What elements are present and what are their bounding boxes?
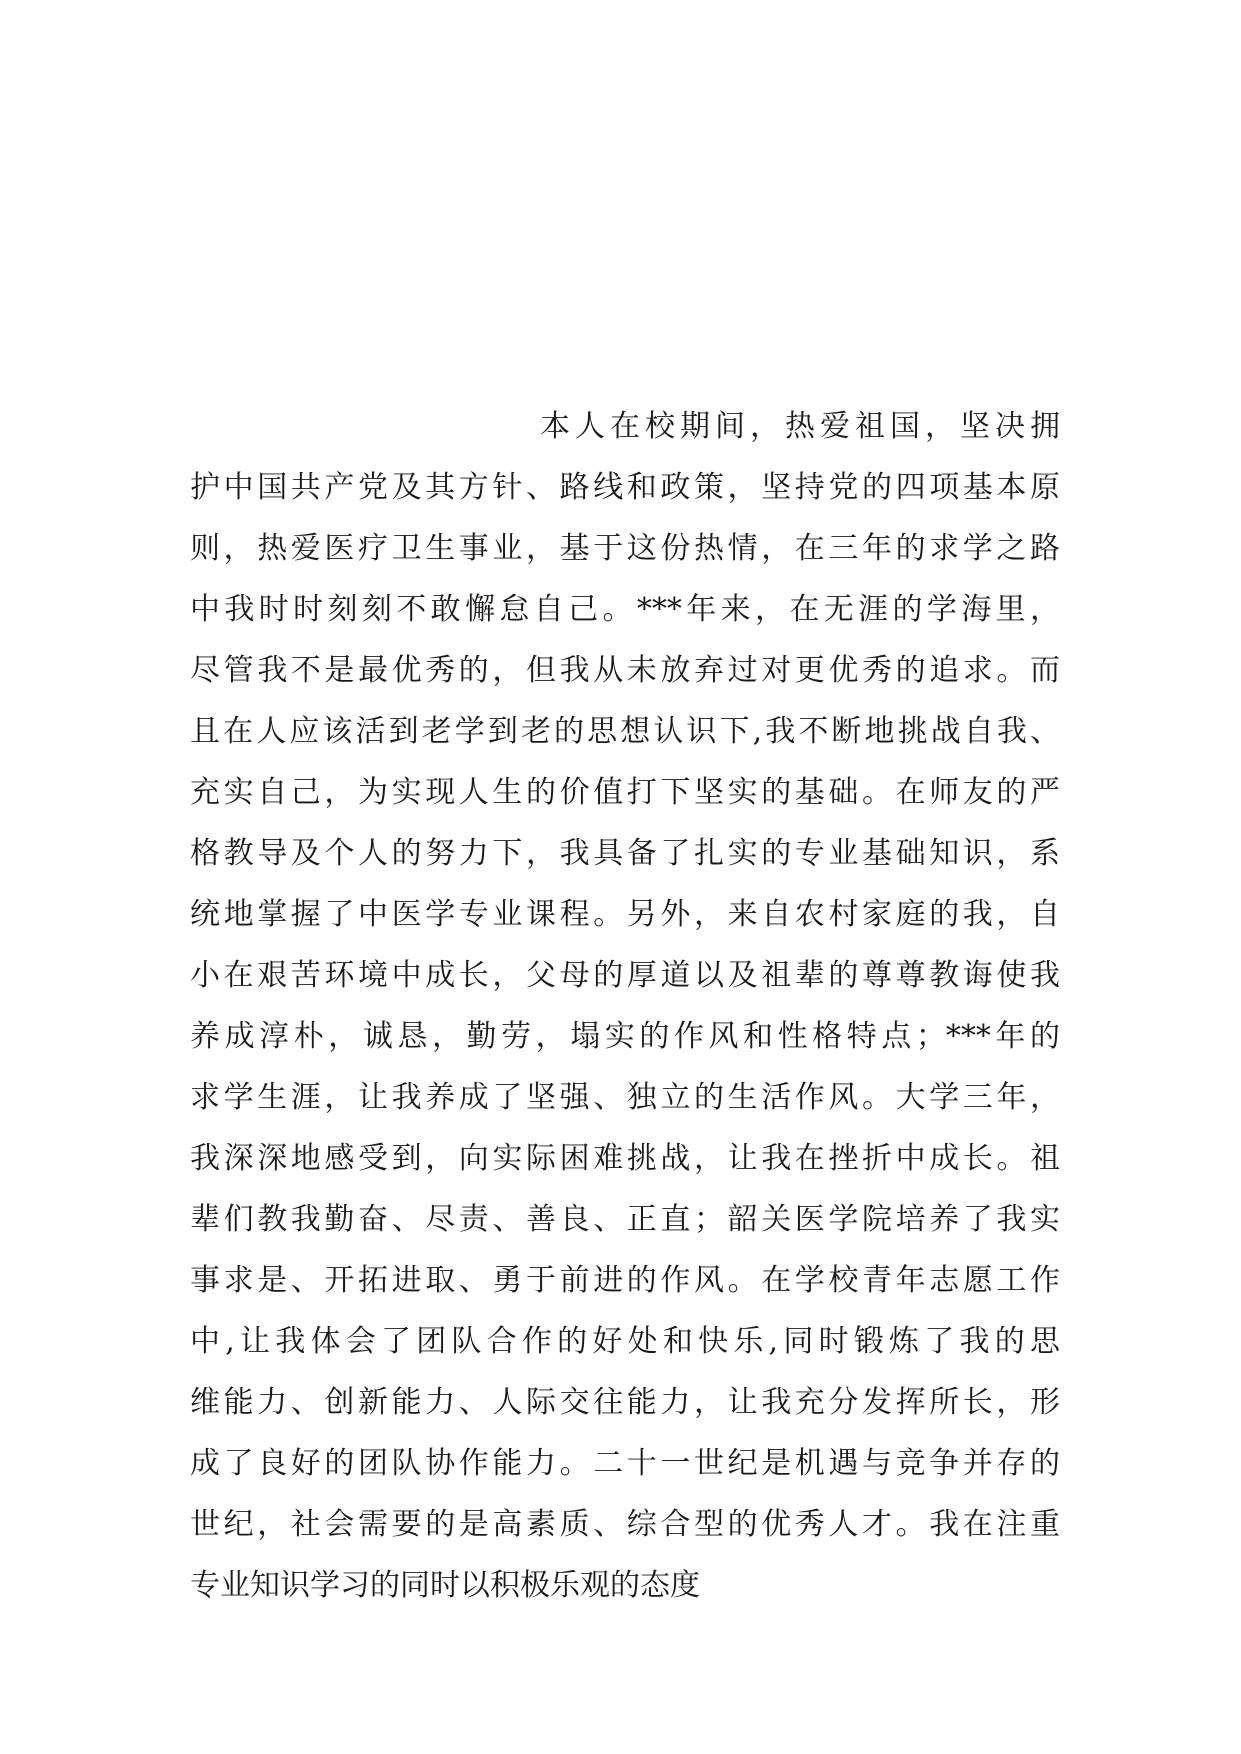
- paragraph-line: 中我时时刻刻不敢懈怠自己。***年来，在无涯的学海里，: [190, 592, 1060, 627]
- paragraph-line: 小在艰苦环境中成长，父母的厚道以及祖辈的尊尊教诲使我: [190, 958, 1060, 993]
- paragraph-line: 我深深地感受到，向实际困难挑战，让我在挫折中成长。祖: [190, 1141, 1060, 1176]
- paragraph-line: 格教导及个人的努力下，我具备了扎实的专业基础知识，系: [190, 836, 1060, 871]
- paragraph-line: 养成淳朴，诚恳，勤劳，塌实的作风和性格特点；***年的: [190, 1019, 1060, 1054]
- paragraph-line: 事求是、开拓进取、勇于前进的作风。在学校青年志愿工作: [190, 1263, 1060, 1298]
- paragraph-line: 中,让我体会了团队合作的好处和快乐,同时锻炼了我的思: [190, 1324, 1060, 1359]
- paragraph-line: 尽管我不是最优秀的，但我从未放弃过对更优秀的追求。而: [190, 653, 1060, 688]
- paragraph-line: 则，热爱医疗卫生事业，基于这份热情，在三年的求学之路: [190, 531, 1060, 566]
- paragraph-line: 专业知识学习的同时以积极乐观的态度: [190, 1568, 700, 1603]
- paragraph-line: 充实自己，为实现人生的价值打下坚实的基础。在师友的严: [190, 775, 1060, 810]
- paragraph-line: 本人在校期间，热爱祖国，坚决拥: [540, 409, 1060, 444]
- paragraph-line: 成了良好的团队协作能力。二十一世纪是机遇与竞争并存的: [190, 1446, 1060, 1481]
- paragraph-line: 求学生涯，让我养成了坚强、独立的生活作风。大学三年，: [190, 1080, 1060, 1115]
- paragraph-line: 统地掌握了中医学专业课程。另外，来自农村家庭的我，自: [190, 897, 1060, 932]
- paragraph-line: 护中国共产党及其方针、路线和政策，坚持党的四项基本原: [190, 470, 1060, 505]
- paragraph-line: 且在人应该活到老学到老的思想认识下,我不断地挑战自我、: [190, 714, 1060, 749]
- body-paragraph: [190, 396, 1060, 1616]
- paragraph-line: 世纪，社会需要的是高素质、综合型的优秀人才。我在注重: [190, 1507, 1060, 1542]
- paragraph-line: 辈们教我勤奋、尽责、善良、正直；韶关医学院培养了我实: [190, 1202, 1060, 1237]
- paragraph-line: 维能力、创新能力、人际交往能力，让我充分发挥所长，形: [190, 1385, 1060, 1420]
